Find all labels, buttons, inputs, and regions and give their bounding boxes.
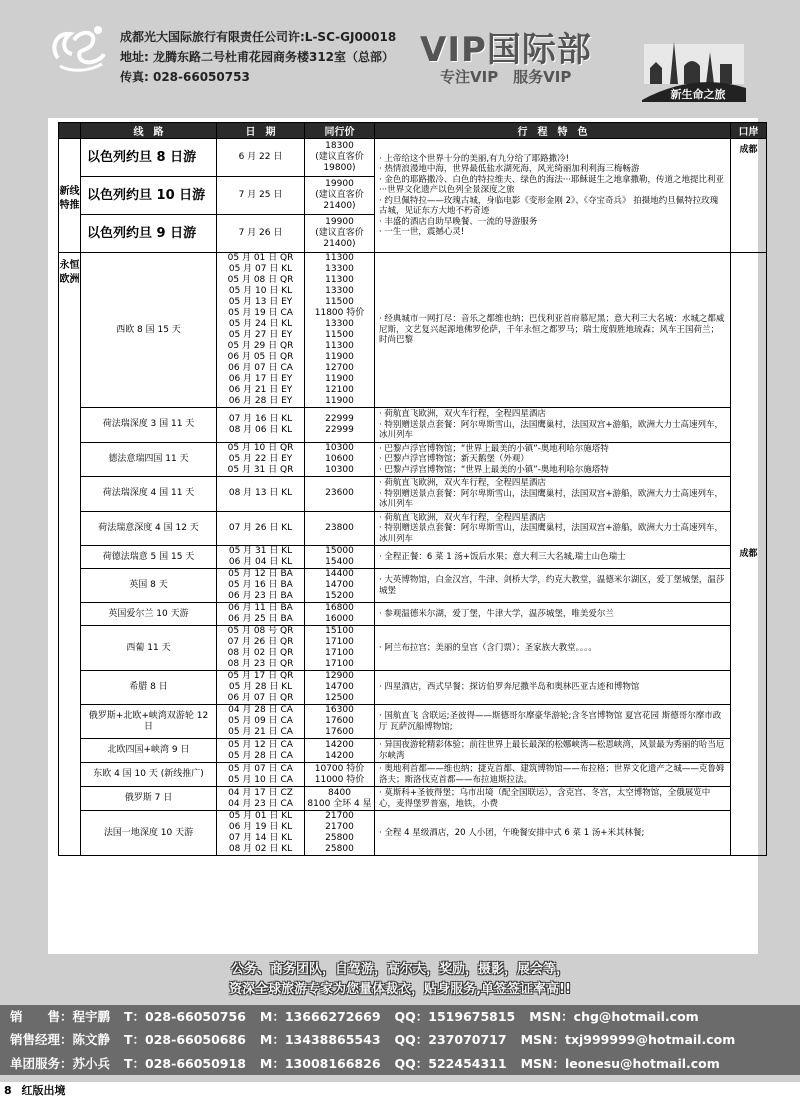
route-features-line: · 参观温德米尔湖，爱丁堡，牛津大学，温莎城堡，唯美爱尔兰 <box>379 608 614 619</box>
table-row <box>59 626 767 671</box>
company-fax: 传真: 028-66050753 <box>120 70 250 84</box>
route-features-line: · 丰盛的酒店自助早晚餐、一流的导游服务 <box>379 216 538 227</box>
table-row <box>59 705 767 739</box>
table-row <box>59 763 767 787</box>
contact-mobile: M：13666272669 <box>259 1009 381 1024</box>
route-prices-line: 22999 <box>325 413 354 424</box>
route-prices <box>305 739 375 763</box>
route-dates <box>217 739 305 763</box>
route-dates-line: 05 月 17 日 QR <box>227 671 294 681</box>
header-price: 同行价 <box>305 123 375 139</box>
route-prices-line: 12700 <box>325 363 354 373</box>
route-dates-line: 05 月 27 日 EY <box>228 330 293 340</box>
route-features-line: · 莫斯科+圣彼得堡；乌市出境（配全国联运），含克宫、冬宫，太空博物馆，全俄展览中心，麦得堡罗普塞，地铁，小费 <box>379 788 711 809</box>
route-features-line: · 上帝给这个世界十分的美丽,有九分给了耶路撒冷! <box>379 153 570 164</box>
route-prices-line: 11900 <box>325 374 354 384</box>
route-dates-line: 06 月 05 日 QR <box>227 352 294 362</box>
route-features <box>375 671 731 705</box>
route-price-line: 21400) <box>323 201 356 211</box>
route-features-line: · 大英博物馆，白金汉宫，牛津、剑桥大学，约克大教堂，温德米尔湖区，爱丁堡城堡，温莎城堡 <box>379 575 725 596</box>
route-dates <box>217 763 305 787</box>
route-price-line: 19900 <box>325 217 354 227</box>
header <box>0 0 800 100</box>
route-prices-line: 21700 <box>325 822 354 832</box>
section-label: 红版出境 <box>21 1084 66 1097</box>
route-name: 俄罗斯 7 日 <box>81 787 217 811</box>
route-prices-line: 17100 <box>325 637 354 647</box>
route-dates <box>217 408 305 443</box>
route-dates-line: 05 月 01 日 KL <box>228 811 293 821</box>
route-dates-line: 05 月 19 日 CA <box>228 308 293 318</box>
route-dates-line: 05 月 10 日 CA <box>228 774 293 785</box>
route-prices <box>305 253 375 408</box>
route-prices-line: 17100 <box>325 648 354 658</box>
route-prices-line: 23600 <box>325 488 354 499</box>
route-dates-line: 08 月 23 日 QR <box>227 659 294 669</box>
route-dates-line: 05 月 28 日 CA <box>228 750 293 761</box>
route-price-line: 18300 <box>325 141 354 151</box>
route-prices-line: 11900 <box>325 352 354 362</box>
route-dates-line: 06 月 23 日 BA <box>228 591 293 601</box>
departure-city: 成都 <box>731 139 767 253</box>
table-row <box>59 139 767 177</box>
table-row <box>59 671 767 705</box>
route-dates-line: 06 月 21 日 EY <box>228 385 293 395</box>
route-date: 7 月 26 日 <box>217 215 305 253</box>
route-prices-line: 16000 <box>325 614 354 624</box>
route-dates-line: 07 月 26 日 QR <box>227 637 294 647</box>
route-prices-line: 15400 <box>325 557 354 567</box>
route-dates-line: 04 月 28 日 CA <box>228 705 293 715</box>
route-dates-line: 04 月 17 日 CZ <box>228 787 293 798</box>
route-name: 荷德法瑞意 5 国 15 天 <box>81 546 217 569</box>
route-name: 北欧四国+峡湾 9 日 <box>81 739 217 763</box>
route-name: 德法意瑞四国 11 天 <box>81 442 217 477</box>
route-prices-line: 21700 <box>325 811 354 821</box>
route-features-line: · 约旦佩特拉——玫瑰古城，身临电影《变形金刚 2》、《夺宝奇兵》 拍摄地约旦佩特拉玫瑰古城，见证东方大地不朽奇迹 <box>379 195 719 216</box>
category-europe: 永恒欧洲 <box>59 253 81 856</box>
route-dates-line: 05 月 08 日 QR <box>227 275 294 285</box>
route-dates-line: 05 月 12 日 BA <box>228 569 293 579</box>
contact-row <box>0 1005 800 1028</box>
badge-text: 新生命之旅 <box>670 88 726 101</box>
contact-msn: MSN：txj999999@hotmail.com <box>520 1032 736 1048</box>
route-prices-line: 14400 <box>325 569 354 579</box>
route-dates <box>217 603 305 626</box>
route-dates <box>217 442 305 477</box>
route-price-line: (建议直客价 <box>315 152 364 162</box>
route-features <box>375 408 731 443</box>
route-prices-line: 10300 <box>325 464 354 475</box>
route-dates <box>217 569 305 603</box>
route-date: 7 月 25 日 <box>217 177 305 215</box>
route-name: 希腊 8 日 <box>81 671 217 705</box>
route-prices <box>305 705 375 739</box>
route-dates-line: 05 月 07 日 CA <box>228 763 293 774</box>
route-prices-line: 16300 <box>325 705 354 715</box>
table-row <box>59 253 767 408</box>
table-row <box>59 603 767 626</box>
route-features <box>375 787 731 811</box>
route-features-line: · 异国夜游轮精彩体验；前往世界上最长最深的松娜峡湾—松恩峡湾，风景最为秀丽的哈当厄尔峡湾 <box>379 740 725 761</box>
route-name: 法国一地深度 10 天游 <box>81 811 217 856</box>
contact-mobile: M：13008166826 <box>259 1055 381 1071</box>
page-number: 8 <box>4 1084 12 1097</box>
route-prices-line: 11000 特价 <box>314 774 365 785</box>
route-prices-line: 11500 <box>325 297 354 307</box>
route-prices-line: 11300 <box>325 341 354 351</box>
route-features <box>375 569 731 603</box>
route-dates-line: 06 月 07 日 QR <box>227 693 294 703</box>
route-price <box>305 215 375 253</box>
route-prices-line: 17100 <box>325 659 354 669</box>
itinerary-sheet <box>48 118 758 954</box>
route-prices-line: 12900 <box>325 671 354 681</box>
route-dates-line: 05 月 10 日 QR <box>227 442 294 453</box>
route-prices <box>305 811 375 856</box>
route-features-line: · 全程 4 星级酒店，20 人小团，午晚餐安排中式 6 菜 1 汤+米其林餐; <box>379 827 645 838</box>
route-name: 荷法瑞意深度 4 国 12 天 <box>81 511 217 546</box>
route-dates-line: 06 月 04 日 KL <box>228 557 293 567</box>
route-dates-line: 05 月 28 日 KL <box>228 682 293 692</box>
route-features <box>375 603 731 626</box>
route-dates-line: 07 月 16 日 KL <box>228 413 293 424</box>
route-prices-line: 14200 <box>325 750 354 761</box>
table-row <box>59 511 767 546</box>
route-price-line: 19900 <box>325 179 354 189</box>
table-row <box>59 811 767 856</box>
route-prices-line: 23800 <box>325 522 354 533</box>
route-prices-line: 14700 <box>325 580 354 590</box>
route-prices <box>305 626 375 671</box>
route-features-line: · 国航直飞 含联运;圣彼得——斯德哥尔摩豪华游轮;含冬宫博物馆 夏宫花园 斯德哥尔摩市政厅 瓦萨沉船博物馆; <box>379 711 722 732</box>
promo-line-1: 公务、商务团队，自驾游，高尔夫，奖励，摄影，展会等， <box>230 962 569 977</box>
route-dates-line: 05 月 31 日 KL <box>228 546 293 556</box>
route-prices-line: 8100 全环 4 星 <box>307 798 372 809</box>
route-features-line: · 阿兰布拉宫；美丽的皇宫（含门票）；圣家族大教堂。。。。 <box>379 642 597 653</box>
route-features <box>375 253 731 408</box>
route-prices <box>305 442 375 477</box>
category-new: 新线特推 <box>59 139 81 253</box>
route-name: 荷法瑞深度 4 国 11 天 <box>81 477 217 512</box>
route-dates-line: 06 月 19 日 KL <box>228 822 293 832</box>
route-dates-line: 06 月 25 日 BA <box>228 614 293 624</box>
route-dates <box>217 253 305 408</box>
contact-mobile: M：13438865543 <box>259 1032 381 1048</box>
table-row <box>59 408 767 443</box>
route-prices <box>305 763 375 787</box>
route-dates <box>217 787 305 811</box>
landmarks-badge-icon <box>640 38 748 102</box>
route-features <box>375 763 731 787</box>
page-footer <box>0 1082 800 1100</box>
route-dates <box>217 511 305 546</box>
route-features-line: · 热情浪漫地中海，世界最低盐水湖死海，风光绮丽加利利海三梅畅游 <box>379 164 640 174</box>
route-price-line: 21400) <box>323 239 356 249</box>
route-features-line: · 特别赠送景点套餐：阿尔卑斯雪山，法国鹰巢村，法国双宫+游船，欧洲大力士高速列车，冰川列车 <box>379 419 724 440</box>
route-dates <box>217 626 305 671</box>
route-name: 西葡 11 天 <box>81 626 217 671</box>
route-prices <box>305 787 375 811</box>
company-address: 地址: 龙腾东路二号杜甫花园商务楼312室（总部） <box>120 50 395 64</box>
route-prices-line: 25800 <box>325 844 354 854</box>
table-header-row <box>59 123 767 139</box>
route-prices <box>305 546 375 569</box>
route-prices-line: 8400 <box>328 787 351 798</box>
route-price-line: (建议直客价 <box>315 190 364 200</box>
contact-msn: MSN：leonesu@hotmail.com <box>520 1055 720 1071</box>
route-features-line: · 巴黎卢浮宫博物馆；“世界上最美的小镇”-奥地利哈尔施塔特 <box>379 464 609 475</box>
route-dates-line: 08 月 02 日 QR <box>227 648 294 658</box>
table-row <box>59 739 767 763</box>
route-prices-line: 11900 <box>325 396 354 406</box>
route-prices-line: 12500 <box>325 693 354 703</box>
contact-qq: QQ：522454311 <box>394 1055 507 1071</box>
contact-msn: MSN：chg@hotmail.com <box>529 1009 699 1024</box>
route-dates-line: 06 月 28 日 EY <box>228 396 293 406</box>
route-dates-line: 08 月 06 日 KL <box>228 424 293 435</box>
route-name: 荷法瑞深度 3 国 11 天 <box>81 408 217 443</box>
route-features <box>375 811 731 856</box>
route-name: 以色列约旦 8 日游 <box>81 139 217 177</box>
route-prices-line: 14700 <box>325 682 354 692</box>
company-logo-icon <box>48 18 112 76</box>
table-row <box>59 569 767 603</box>
route-features-line: · 奥地利首都——维也纳；捷克首都、建筑博物馆——布拉格；世界文化遗产之城——克鲁姆洛夫；斯洛伐克首都——布拉迪斯拉法。 <box>379 764 725 785</box>
contact-row <box>0 1052 800 1075</box>
table-body <box>59 139 767 856</box>
route-features-line: · 荷航直飞欧洲，双火车行程，全程四星酒店 <box>379 512 546 523</box>
route-dates-line: 05 月 29 日 QR <box>227 341 294 351</box>
contact-qq: QQ：237070717 <box>394 1032 507 1048</box>
route-prices-line: 25800 <box>325 833 354 843</box>
route-features <box>375 546 731 569</box>
route-prices <box>305 671 375 705</box>
departure-city: 成都 <box>731 253 767 856</box>
route-dates-line: 05 月 12 日 CA <box>228 739 293 750</box>
route-prices-line: 10300 <box>325 442 354 453</box>
route-dates-line: 07 月 14 日 KL <box>228 833 293 843</box>
route-prices-line: 16800 <box>325 603 354 613</box>
route-dates-line: 08 月 02 日 KL <box>228 844 293 854</box>
route-prices <box>305 511 375 546</box>
route-prices-line: 11300 <box>325 253 354 263</box>
itinerary-table <box>58 122 767 856</box>
route-prices-line: 15100 <box>325 626 354 636</box>
route-dates-line: 04 月 23 日 CA <box>228 798 293 809</box>
table-row <box>59 477 767 512</box>
route-prices-line: 13300 <box>325 286 354 296</box>
contact-band <box>0 1005 800 1075</box>
header-date: 日 期 <box>217 123 305 139</box>
route-features-line: · 金色的耶路撒冷、白色的特拉维夫、绿色的海法···耶稣诞生之地拿撒勒，传道之地提比利亚···世界文化遗产以色列全景深度之旅 <box>379 174 725 195</box>
route-prices-line: 14200 <box>325 739 354 750</box>
route-features <box>375 477 731 512</box>
route-name: 英国 8 天 <box>81 569 217 603</box>
route-prices-line: 22999 <box>325 424 354 435</box>
contact-role: 销售经理：陈文静 <box>10 1032 111 1048</box>
company-license: 成都光大国际旅行有限责任公司许:L-SC-GJ00018 <box>120 30 397 44</box>
route-dates-line: 05 月 01 日 QR <box>227 253 294 263</box>
route-features-line: · 特别赠送景点套餐：阿尔卑斯雪山，法国鹰巢村，法国双宫+游船，欧洲大力士高速列车，冰川列车 <box>379 488 724 509</box>
route-prices-line: 10700 特价 <box>314 763 365 774</box>
route-features <box>375 442 731 477</box>
route-prices <box>305 569 375 603</box>
route-dates <box>217 811 305 856</box>
header-route: 线 路 <box>81 123 217 139</box>
header-features: 行 程 特 色 <box>375 123 731 139</box>
contact-role: 销 售：程宇鹏 <box>10 1009 111 1024</box>
contact-phone: T：028-66050918 <box>124 1055 246 1071</box>
route-features-line: · 特别赠送景点套餐：阿尔卑斯雪山，法国鹰巢村，法国双宫+游船，欧洲大力士高速列车，冰川列车 <box>379 523 724 544</box>
route-dates-line: 05 月 10 日 KL <box>228 286 293 296</box>
header-category <box>59 123 81 139</box>
route-dates-line: 06 月 07 日 CA <box>228 363 293 373</box>
route-features-line: · 四星酒店，西式早餐；探访伯罗奔尼撒半岛和奥林匹亚古迹和博物馆 <box>379 682 640 693</box>
route-prices-line: 15200 <box>325 591 354 601</box>
route-dates-line: 05 月 08 号 QR <box>227 626 294 636</box>
route-dates-line: 05 月 13 日 EY <box>228 297 293 307</box>
route-dates <box>217 546 305 569</box>
route-features <box>375 626 731 671</box>
route-prices-line: 17600 <box>325 727 354 737</box>
route-features-line: · 经典城市一网打尽：音乐之都维也纳；巴伐利亚首府慕尼黑；意大利三大名城：水城之都威尼斯，文艺复兴起源地佛罗伦萨，千年永恒之都罗马；瑞士度假胜地琉森；风车王国荷兰；时尚巴黎 <box>379 314 725 346</box>
route-prices-line: 10600 <box>325 453 354 464</box>
route-dates-line: 07 月 26 日 KL <box>228 522 293 533</box>
route-name: 东欧 4 国 10 天 (新线推广) <box>81 763 217 787</box>
route-dates-line: 06 月 17 日 EY <box>228 374 293 384</box>
route-dates <box>217 705 305 739</box>
route-dates-line: 05 月 24 日 KL <box>228 319 293 329</box>
slogan: 专注VIP 服务VIP <box>440 68 572 86</box>
route-dates <box>217 671 305 705</box>
table-row <box>59 442 767 477</box>
route-price <box>305 139 375 177</box>
route-dates <box>217 477 305 512</box>
route-prices-line: 17600 <box>325 716 354 726</box>
route-name: 英国爱尔兰 10 天游 <box>81 603 217 626</box>
route-name: 以色列约旦 10 日游 <box>81 177 217 215</box>
route-features-line: · 荷航直飞欧洲，双火车行程，全程四星酒店 <box>379 478 546 488</box>
route-features-line: · 巴黎卢浮宫博物馆；新天鹅堡（外观） <box>379 454 529 464</box>
contact-phone: T：028-66050686 <box>124 1032 246 1048</box>
route-prices <box>305 603 375 626</box>
route-prices-line: 11300 <box>325 275 354 285</box>
route-dates-line: 05 月 22 日 EY <box>228 453 293 464</box>
contact-phone: T：028-66050756 <box>124 1009 246 1024</box>
route-features-line: · 全程正餐：6 菜 1 汤+饭后水果；意大利三大名城,瑞士山色瑞士 <box>379 551 626 562</box>
route-prices-line: 11800 特价 <box>314 308 365 318</box>
route-name: 西欧 8 国 15 天 <box>81 253 217 408</box>
route-features <box>375 739 731 763</box>
route-dates-line: 05 月 21 日 CA <box>228 727 293 737</box>
route-prices-line: 15000 <box>325 546 354 556</box>
header-departure: 口岸 <box>731 123 767 139</box>
table-row <box>59 546 767 569</box>
route-dates-line: 05 月 07 日 KL <box>228 264 293 274</box>
route-dates-line: 05 月 09 日 CA <box>228 716 293 726</box>
route-features <box>375 511 731 546</box>
route-prices-line: 13300 <box>325 264 354 274</box>
contact-qq: QQ：1519675815 <box>394 1009 516 1024</box>
promo-text <box>0 960 800 1000</box>
route-dates-line: 05 月 16 日 BA <box>228 580 293 590</box>
contact-role: 单团服务：苏小兵 <box>10 1055 111 1071</box>
route-price-line: 19800) <box>323 163 356 173</box>
route-name: 以色列约旦 9 日游 <box>81 215 217 253</box>
route-features-line: · 一生一世，震撼心灵! <box>379 227 465 237</box>
route-prices <box>305 408 375 443</box>
route-prices-line: 13300 <box>325 319 354 329</box>
route-prices-line: 12100 <box>325 385 354 395</box>
route-features <box>375 139 731 253</box>
contact-row <box>0 1028 800 1051</box>
route-dates-line: 08 月 13 日 KL <box>228 488 293 499</box>
route-features-line: · 巴黎卢浮宫博物馆；“世界上最美的小镇”-奥地利哈尔施塔特 <box>379 443 609 454</box>
route-price-line: (建议直客价 <box>315 228 364 238</box>
route-prices <box>305 477 375 512</box>
route-date: 6 月 22 日 <box>217 139 305 177</box>
route-price <box>305 177 375 215</box>
route-prices-line: 11500 <box>325 330 354 340</box>
route-dates-line: 06 月 11 日 BA <box>228 603 293 613</box>
route-name: 俄罗斯+北欧+峡湾双游轮 12 日 <box>81 705 217 739</box>
route-features-line: · 荷航直飞欧洲，双火车行程，全程四星酒店 <box>379 409 546 419</box>
page-title: VIP国际部 <box>420 30 592 70</box>
table-row <box>59 787 767 811</box>
route-features <box>375 705 731 739</box>
route-dates-line: 05 月 31 日 QR <box>227 464 294 475</box>
promo-line-2: 资深全球旅游专家为您量体裁衣，贴身服务,单签签证率高!! <box>229 982 571 997</box>
